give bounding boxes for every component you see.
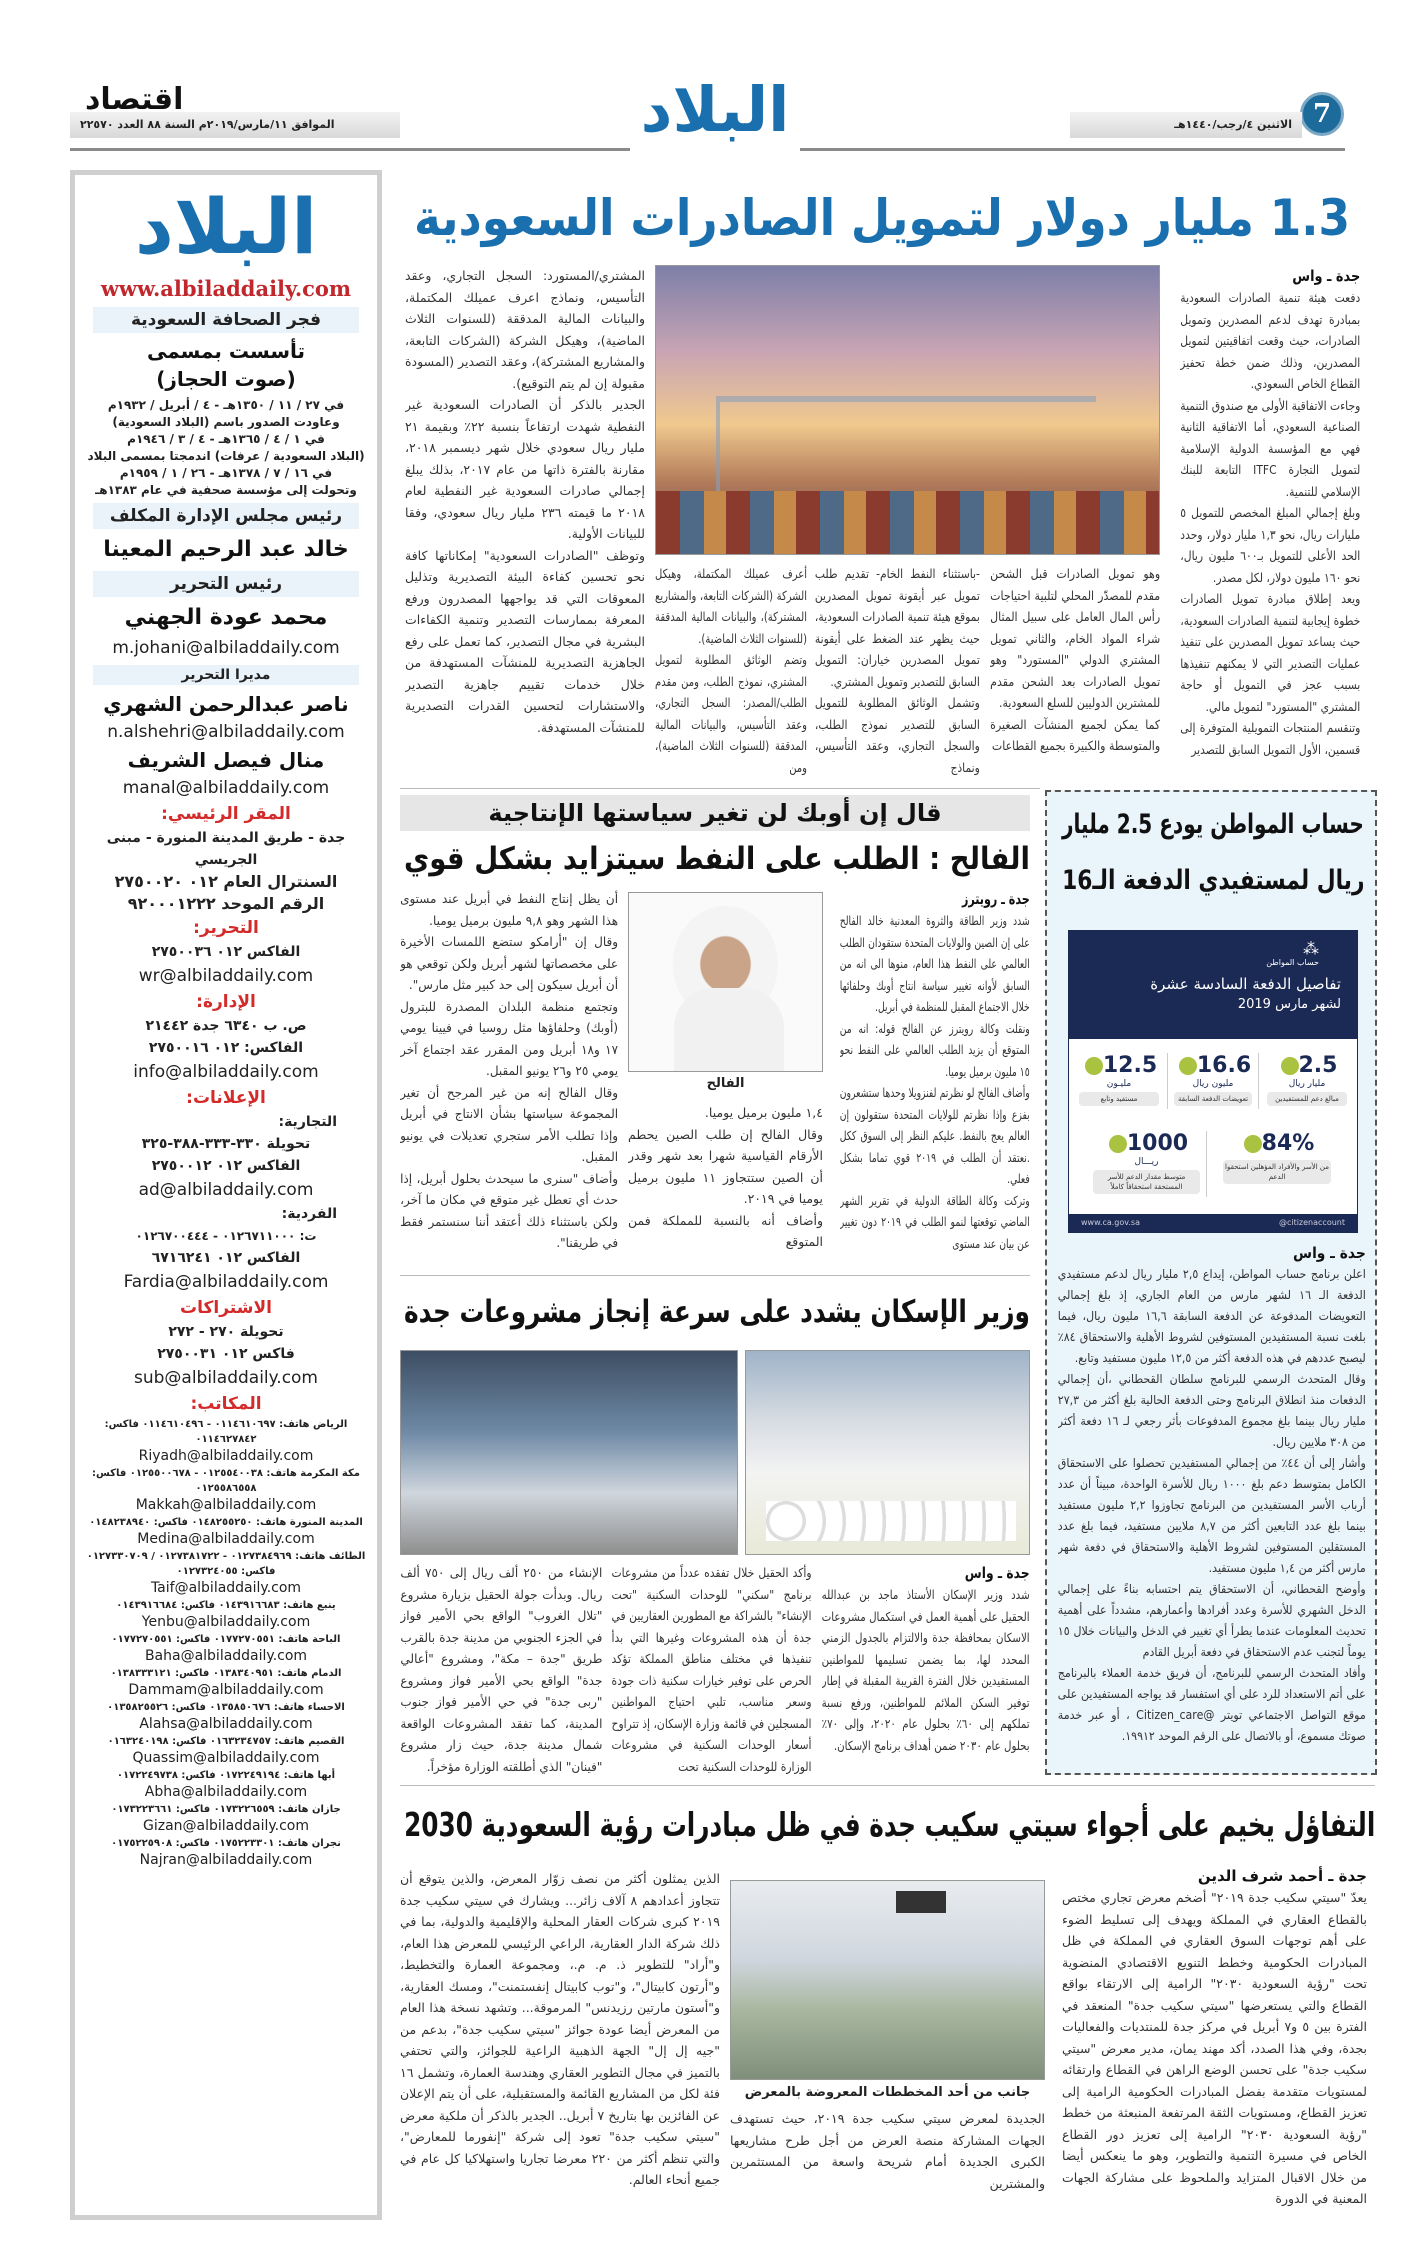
editorial-fax: الفاكس ٠١٢ ٢٧٥٠٠٣٦ [151, 944, 301, 960]
stat-text: مبالغ دعم للمستفيدين [1267, 1092, 1347, 1106]
editor-title: رئيس التحرير [93, 571, 359, 597]
ads-commercial-fax: الفاكس ٠١٢ ٢٧٥٠٠١٢ [151, 1158, 301, 1174]
office-line: القصيم هاتف: ٠١٦٣٢٣٤٧٥٧ فاكس: ٠١٦٣٢٤٠١٩٨ [107, 1736, 345, 1747]
stat-text: متوسط مقدار الدعم للأسر المستحقة استحقاقاً كاملاً [1093, 1170, 1200, 1194]
stat-text: مليون ريال [1192, 1079, 1234, 1089]
exports-col-3 [815, 563, 980, 785]
paragraph: يعدّ "سيتي سكيب جدة ٢٠١٩" أضخم معرض تجاري مختص بالقطاع العقاري في المملكة ويهدف إلى تسليط الضوء على أهم توجهات السوق العقاري في المملكة في ظل المبادرات الحكومية وخطط التنويع الاقتصادي المنضوية تحت "رؤية السعودية ٢٠٣٠" الرامية إلى الارتقاء بواقع القطاع والتي يستعرضها "سيتي سكيب جدة" المنعقد في الفترة بين ٥ و٧ أبريل في مركز جدة للمنتديات والفعاليات بجدة، وفي هذا الصدد، أكد مهند يمان، مدير معرض "سيتي سكيب جدة" على تحسن الوضع الراهن في القطاع وارتقائه لمستويات متقدمة بفضل المبادرات الحكومية الرامية إلى تعزيز القطاع، ومستويات الثقة المرتفعة المنبعثة من خطط "رؤية السعودية ٢٠٣٠" الرامية إلى تعزيز دور القطاع الخاص في مسيرة التنمية والتطوير، وهو ما ينعكس أيضا من خلال الاقبال المتزايد والملحوظ على مشاركة الجهات المعنية في الدورة [1062, 1890, 1367, 2206]
paragraph: المشتري/المستورد: السجل التجاري، وعقد التأسيس، ونماذج اعرف عميلك المكتملة، والبيانات المالية المدققة (للسنوات الثلاث الماضية)، وهيكل الشركة (الشركات التابعة، والمشاريع المشتركة)، وعقد التصدير (المسودة مقبولة إن لم يتم التوقيع). [405, 268, 645, 391]
paragraph: دفعت هيئة تنمية الصادرات السعودية بمبادرة تهدف لدعم المصدرين وتمويل الصادرات، حيث وقعت اتفاقيتين لتمويل المصدرين، وذلك ضمن خطة تحفيز القطاع الخاص السعودي. [1180, 290, 1360, 391]
office-line: أبها هاتف: ٠١٧٢٢٤٩١٩٤ فاكس: ٠١٧٢٢٤٩٧٣٨ [116, 1770, 336, 1781]
falih-photo [628, 892, 823, 1072]
port-cranes-photo [655, 265, 1160, 555]
subs-email[interactable]: sub@albiladdaily.com [133, 1368, 318, 1388]
date-gregorian: الموافق ١١/مارس/٢٠١٩م السنة ٨٨ العدد ٢٢٥٧٠ [70, 112, 400, 138]
citizen-headline-line2 [1058, 856, 1364, 906]
cityscape-exhibition-photo [730, 1880, 1045, 2080]
cityscape-byline: جدة ـ أحمد شرف الدين [1197, 1867, 1367, 1885]
masthead-sidebar [70, 170, 382, 2220]
oil-kicker [400, 795, 1030, 831]
office-email[interactable]: Riyadh@albiladdaily.com [138, 1448, 314, 1464]
office-line: الدمام هاتف: ٠١٣٨٣٤٠٩٥١ فاكس: ٠١٣٨٣٣٣١٢١ [110, 1668, 342, 1679]
housing-col-2 [612, 1562, 812, 1777]
manager2-email[interactable]: manal@albiladdaily.com [122, 778, 330, 798]
cityscape-col-2 [730, 2108, 1045, 2240]
office-line: ينبع هاتف: ٠١٤٣٩١٦٦٨٣ فاكس: ٠١٤٣٩١٦٦٨٤ [116, 1600, 336, 1611]
stat-text: من الأسر والأفراد المؤهلين استحقوا الدعم [1223, 1160, 1331, 1184]
housing-byline: جدة ـ واس [965, 1564, 1030, 1582]
housing-col-3 [400, 1562, 602, 1777]
subs-title: الاشتراكات [180, 1298, 272, 1318]
exports-col-1 [1180, 265, 1360, 785]
ads-commercial-email[interactable]: ad@albiladdaily.com [138, 1180, 314, 1200]
stat-text: ريـــال [1134, 1157, 1159, 1167]
paragraph: وتوظف "الصادرات السعودية" إمكاناتها كافة نحو تحسين كفاءة البيئة التصديرية وتذليل المعوقات التي قد يواجهها المصدرون ورفع المعرفة بممارسات التصدير وتنمية الكفاءات البشرية في مجال التصدير، كما تعمل على رفع الجاهزية التصديرية للمنشآت المستهدفة من خلال خدمات تقييم جاهزية التصدير والاستشارات لتحسين القدرات التصديرية للمنشآت المستهدفة. [405, 547, 645, 735]
paragraph: وأوضح القحطاني، أن الاستحقاق يتم احتسابه بناءً على إجمالي الدخل الشهري للأسرة وعدد أفرادها وأعمارهم، مشدداً على أهمية تحديث المعلومات عندما يطرأ أي تغيير في الدخل والبيانات خلال ١٥ يوماً لتجنب عدم الاستحقاق في دفعة أبريل القادم [1058, 1582, 1366, 1659]
exports-col-5 [405, 265, 645, 783]
cityscape-headline [400, 1792, 1375, 1858]
paragraph: ويعد إطلاق مبادرة تمويل الصادرات خطوة إيجابية لتنمية الصادرات السعودية، حيث يساعد تمويل المصدرين على تنفيذ عمليات التصدير التي لا يمكنهم تنفيذها بسبب عجز في التمويل أو حاجة المشتري "المستورد" لتمويل مالي. [1180, 591, 1360, 714]
paragraph: وأضاف "سنرى ما سيحدث بحلول أبريل، إذا حدث أي تعطل غير متوقع في مكان ما آخر، ولكن باستثناء ذلك أعتقد أننا سنستمر فقط في طريقنا". [400, 1170, 618, 1250]
infographic-handle: @citizenaccount [1278, 1218, 1345, 1227]
paragraph: وتنقسم المنتجات التمويلية المتوفرة إلى قسمين، الأول التمويل السابق للتصدير [1180, 720, 1360, 757]
family-icon [1244, 1135, 1262, 1153]
stat-text: 2.5 [1298, 1053, 1338, 1078]
stat-text: 12.5 [1102, 1053, 1158, 1078]
admin-email[interactable]: info@albiladdaily.com [133, 1062, 319, 1082]
paragraph: وقال الفالح إنه من غير المرجح أن تغير المجموعة سياستها بشأن الانتاج في أبريل وإذا تطلب الأمر ستجري تعديلات في يونيو المقبل. [400, 1084, 618, 1164]
paragraph: وقال إن "أرامكو ستضع اللمسات الأخيرة على مخصصاتها لشهر أبريل ولكن توقعي هو أن أبريل سيكون إلى حد كبير مثل مارس". [400, 934, 618, 992]
tagline: فجر الصحافة السعودية [93, 307, 359, 333]
oil-col-2 [628, 1102, 823, 1270]
stat-text: 84% [1261, 1131, 1315, 1156]
section-title: اقتصاد [85, 82, 184, 117]
paragraph: اعلن برنامج حساب المواطن، إيداع ٢,٥ مليار ريال لدعم مستفيدي الدفعة الـ ١٦ لشهر مارس من العام الجاري، إذ بلغ إجمالي التعويضات المدفوعة عن الدفعة السابقة ١٦,٦ مليون ريال، فيما بلغت نسبة المستفيدين المستوفين لشروط الأهلية والاستحقاق ٨٤٪ ليصبح عددهم في هذه الدفعة أكثر من ١٢,٥ مليون مستفيد وتابع. [1058, 1267, 1366, 1365]
office-line: جازان هاتف: ٠١٧٣٢٢٦٥٥٩ فاكس: ٠١٧٣٢٢٣٦٦١ [111, 1804, 341, 1815]
infographic-website: www.ca.gov.sa [1081, 1218, 1140, 1227]
office-line: الاحساء هاتف: ٠١٣٥٨٥٠٦٧٦ فاكس: ٠١٣٥٨٢٥٥٢٦ [107, 1702, 345, 1713]
wallet-icon [1109, 1135, 1127, 1153]
paragraph: وأكد الحقيل خلال تفقده عدداً من مشروعات برنامج "سكني" للوحدات السكنية "تحت الإنشاء" بالشراكة مع المطورين العقاريين في جدة أن هذه المشروعات وغيرها التي بدأ تنفيذها في مختلف مناطق المملكة تؤكد الحرص على توفير خيارات سكنية ذات جودة وسعر مناسب، تلبي احتياج المواطنين المسجلين في قائمة وزارة الإسكان، إذ تتراوح أسعار الوحدات السكنية في مشروعات الوزارة للوحدات السكنية تحت [612, 1565, 812, 1774]
stat-eligible-percent [1217, 1131, 1337, 1187]
paragraph: شدد وزير الطاقة والثروة المعدنية خالد الفالح على إن الصين والولايات المتحدة ستقودان الطلب العالمي على النفط هذا العام، منوها الى انه من السابق لأوانه تغيير سياسة انتاج أوبك وحلفائها خلال الاجتماع المقبل للمنظمة في أبريل. [840, 913, 1030, 1014]
stat-compensation [1167, 1053, 1259, 1109]
paragraph: كما يمكن لجميع المنشآت الصغيرة والمتوسطة والكبيرة بجميع القطاعات [990, 716, 1160, 753]
money-icon [1281, 1057, 1299, 1075]
ads-individual-phone: ت: ٠١٢٦٧١١٠٠٠ - ٠١٢٦٧٠٠٤٤٤ [135, 1229, 317, 1243]
citizen-headline-line2-text: ريال لمستفيدي الدفعة الـ16 [1061, 865, 1364, 896]
citizen-infographic [1068, 930, 1358, 1233]
admin-title: الإدارة: [196, 992, 256, 1012]
editor-name: محمد عودة الجهني [124, 605, 328, 630]
admin-fax: الفاكس: ٠١٢ ٢٧٥٠٠١٦ [148, 1040, 304, 1056]
history-line: وعاودت الصدور باسم (البلاد السعودية) [112, 415, 340, 429]
oil-col-1 [840, 888, 1030, 1270]
people-icon [1085, 1057, 1103, 1075]
header-rule [70, 148, 630, 151]
paragraph: أعرف عميلك المكتملة، وهيكل الشركة (الشركات التابعة، والمشاريع المشتركة)، والبيانات المالية المدققة (للسنوات الثلاث الماضية). [655, 566, 807, 646]
header-rule [800, 148, 1345, 151]
office-email[interactable]: Abha@albiladdaily.com [144, 1784, 308, 1800]
ads-individual-email[interactable]: Fardia@albiladdaily.com [123, 1272, 329, 1292]
office-email[interactable]: Dammam@albiladdaily.com [128, 1682, 324, 1698]
paragraph: ونقلت وكالة رويترز عن الفالح قوله: انه من المتوقع أن يزيد الطلب العالمي على النفط نحو ١٥ مليون برميل يوميا. [840, 1020, 1030, 1079]
stat-text: 1000 [1126, 1131, 1189, 1156]
housing-headline-text: وزير الإسكان يشدد على سرعة إنجاز مشروعات جدة [404, 1294, 1030, 1330]
office-line: المدينة المنورة هاتف: ٠١٤٨٢٥٥٢٥٠ فاكس: ٠١٤٨٢٣٨٩٤٠ [89, 1517, 363, 1528]
office-email[interactable]: Najran@albiladdaily.com [139, 1852, 313, 1868]
ads-title: الإعلانات: [186, 1088, 266, 1108]
oil-col-3 [400, 888, 618, 1270]
hq-central: السنترال العام ٠١٢ ٢٧٥٠٠٢٠ [114, 872, 338, 891]
office-email[interactable]: Quassim@albiladdaily.com [132, 1750, 320, 1766]
editorial-email[interactable]: wr@albiladdaily.com [138, 966, 314, 986]
exports-byline: جدة ـ واس [1291, 267, 1360, 285]
document-icon [1179, 1057, 1197, 1075]
paragraph: وهو تمويل الصادرات قبل الشحن مقدم للمصدّر المحلي لتلبية احتياجات رأس المال العامل على سبيل المثال شراء المواد الخام، والثاني تمويل المشتري الدولي "المستورد" وهو تمويل الصادرات بعد الشحن مقدم للمشترين الدوليين للسلع السعودية. [990, 566, 1160, 710]
citizen-byline: جدة ـ واس [1293, 1244, 1366, 1262]
office-email[interactable]: Baha@albiladdaily.com [144, 1648, 308, 1664]
history-line: في ١٦ / ٧ / ١٣٧٨هـ - ٢٦ / ١ / ١٩٥٩م [119, 466, 333, 480]
manager1-email[interactable]: n.alshehri@albiladdaily.com [107, 722, 345, 742]
editorial-title: التحرير: [193, 918, 259, 938]
ads-individual-fax: الفاكس ٠١٢ ٦٧١٦٢٤١ [151, 1250, 301, 1266]
paragraph: وجاءت الاتفاقية الأولى مع صندوق التنمية الصناعية السعودي، أما الاتفاقية الثانية فهي مع المؤسسة الدولية الإسلامية لتمويل التجارة ITFC التابعة للبنك الإسلامي للتنمية. [1180, 397, 1360, 499]
paragraph: -باستثناء النفط الخام- تقديم طلب تمويل عبر أيقونة تمويل المصدرين بموقع هيئة تنمية الصادرات السعودية، حيث يظهر عند الضغط على أيقونة تمويل المصدرين خياران: التمويل السابق للتصدير وتمويل المشتري. [815, 566, 980, 689]
subs-fax: فاكس ٠١٢ ٢٧٥٠٠٣١ [157, 1346, 295, 1362]
cityscape-col-3 [400, 1868, 720, 2240]
citizen-headline-line1-text: حساب المواطن يودع 2.5 مليار [1062, 809, 1364, 840]
offices-list [75, 1417, 377, 1870]
paragraph: وتشمل الوثائق المطلوبة للتمويل السابق للتصدير نموذج الطلب، والسجل التجاري، وعقد التأسيس، ونماذج [815, 695, 980, 775]
paragraph: الذين يمثلون أكثر من نصف زوّار المعرض، والذين يتوقع أن تتجاوز أعدادهم ٨ آلاف زائر... ويشارك في سيتي سكيب جدة ٢٠١٩ كبرى شركات العقار المحلية والإقليمية والدولية، بما في ذلك شركة الدار العقارية، الراعي الرئيسي للمعرض هذا العام، و"أراد" للتطوير ذ. م. م.، ومجموعة العمارة والتخطيط، و"أرتون كابيتال"، و"توب كابيتال إنفستمنت"، ومسك العقارية، و"أستون مارتين رزيدنس" المرموقة... وتشهد نسخة هذا العام من المعرض أيضا عودة جوائز "سيتي سكيب جدة"، بدعم من "جيه إل إل" الجهة الذهبية الراعية للجوائز، والتي تحتفي بالتميز في مجال التطوير العقاري وهندسة العمارة، وتشمل ١٦ فئة لكل من المشاريع القائمة والمستقبلية، على أن يتم الإعلان عن الفائزين بها بتاريخ ٧ أبريل.. الجدير بالذكر أن ملكية معرض "سيتي سكيب جدة" تعود إلى شركة "إنفورما للمعارض"، والتي تنظم أكثر من ٢٢٠ معرضا تجاريا واستهلاكيا كل عام في جميع أنحاء العالم. [400, 1871, 720, 2187]
history-line: في ٢٧ / ١١ / ١٣٥٠هـ - ٤ / أبريل / ١٩٣٢م [107, 398, 345, 412]
infographic-brand: حساب المواطن [1266, 958, 1319, 967]
stat-average-support [1087, 1131, 1207, 1197]
paragraph: وتركت وكالة الطاقة الدولية في تقرير الشهر الماضي توقعتها لنمو الطلب في ٢٠١٩ دون تغيير عن بيان عند مستوى [840, 1192, 1030, 1251]
office-line: الرياض هاتف: ٠١١٤٦١٠٦٩٧ - ٠١١٤٦١٠٤٩٦ فاكس: ٠١١٤٦٢٧٨٤٢ [104, 1419, 348, 1445]
office-line: نجران هاتف: ٠١٧٥٢٢٣٣٠١ فاكس: ٠١٧٥٢٢٥٩٠٨ [111, 1838, 341, 1849]
infographic-title: تفاصيل الدفعة السادسة عشرة [1150, 975, 1341, 993]
admin-pobox: ص. ب ٦٣٤٠ جدة ٢١٤٤٢ [145, 1018, 307, 1034]
cityscape-col-1 [1062, 1865, 1367, 2240]
office-email[interactable]: Alahsa@albiladdaily.com [139, 1716, 313, 1732]
masthead-logo: البلاد [640, 73, 790, 146]
brand-icon: ⁂ [1303, 939, 1319, 958]
office-email[interactable]: Makkah@albiladdaily.com [135, 1497, 317, 1513]
stat-beneficiaries [1073, 1053, 1165, 1109]
office-email[interactable]: Yenbu@albiladdaily.com [141, 1614, 311, 1630]
divider [400, 788, 1040, 789]
falih-photo-caption: الفالح [706, 1076, 745, 1091]
office-line: مكة المكرمة هاتف: ٠١٢٥٥٤٠٠٣٨ - ٠١٢٥٥٠٠٦٧٨ فاكس: ٠١٢٥٥٨٦٥٥٨ [92, 1468, 360, 1494]
infographic-subtitle: لشهر مارس 2019 [1237, 997, 1341, 1012]
paragraph: الجديدة لمعرض سيتي سكيب جدة ٢٠١٩، حيث تستهدف الجهات المشاركة منصة العرض من أجل طرح مشاريعها الكبرى الجديدة أمام شريحة واسعة من المستثمرين والمشترين [730, 2111, 1045, 2191]
editor-email[interactable]: m.johani@albiladdaily.com [112, 638, 340, 658]
office-line: الطائف هاتف: ٠١٢٧٣٨٤٩٦٩ - ٠١٢٧٣٨١٧٢٢ / ٠١٢٧٣٣٠٧٠٩ فاكس: ٠١٢٧٣٢٤٠٥٥ [86, 1551, 366, 1577]
paragraph: وأضاف أنه بالنسبة للمملكة فمن المتوقع [628, 1212, 823, 1249]
exports-headline [410, 180, 1350, 256]
exhibitor-sign [896, 1891, 946, 1913]
page-number: 7 [1300, 92, 1344, 136]
history-line: في ١ / ٤ / ١٣٦٥هـ - ٤ / ٣ / ١٩٤٦م [127, 432, 325, 446]
chairman-name: خالد عبد الرحيم المعينا [103, 537, 349, 562]
history-line: (البلاد السعودية / عرفات) اندمجتا بمسمى البلاد [87, 449, 365, 463]
exports-col-4 [655, 563, 807, 785]
manager1-name: ناصر عبدالرحمن الشهري [103, 692, 349, 716]
ads-commercial-title: التجارية: [278, 1114, 337, 1130]
website-link[interactable]: www.albiladdaily.com [100, 276, 352, 301]
ads-individual-title: الفردية: [281, 1206, 337, 1222]
oil-kicker-text: قال إن أوبك لن تغير سياستها الإنتاجية [488, 799, 942, 827]
ads-commercial-ext: تحويلة ٣٣٠-٣٣٣-٣٨٨-٣٢٥ [141, 1136, 311, 1152]
paragraph: وأشار إلى أن ٤٤٪ من إجمالي المستفيدين تحصلوا على الاستحقاق الكامل بمتوسط دعم بلغ ١٠٠٠ ريال للأسرة الواحدة، مبيناً أن عدد أرباب الأسر المستفيدين من البرنامج تجاوزوا ٢,٢ مليون مستفيد بينما بلغ عدد التابعين أكثر من ٨,٧ ملايين مستفيد، فيما بلغ عدد المستقلين المستوفين لشروط الأهلية والاستحقاق في دفعة شهر مارس أكثر من ١,٤ مليون مستفيد. [1058, 1456, 1366, 1575]
oil-headline-text: الفالح : الطلب على النفط سيتزايد بشكل قوي [404, 841, 1030, 877]
paragraph: شدد وزير الإسكان الأستاذ ماجد بن عبدالله الحقيل على أهمية العمل في استكمال مشروعات الاسكان بمحافظة جدة والالتزام بالجدول الزمني المحدد لها، بما يضمن تسليمها للمواطنين المستفيدين خلال الفترة القريبة المقبلة في إطار توفير السكن الملائم للمواطنين، ورفع نسبة تملكهم إلى ٦٠٪ بحلول عام ٢٠٢٠، وإلى ٧٠٪ بحلول عام ٢٠٣٠ ضمن أهداف برنامج الإسكان. [822, 1587, 1030, 1753]
housing-photo-site-visit [745, 1350, 1030, 1555]
citizen-article-text [1058, 1242, 1366, 1767]
stat-text: مليـون [1106, 1079, 1132, 1089]
paragraph: وبلغ إجمالي المبلغ المخصص للتمويل ٥ مليارات ريال، نحو ١,٣ مليار دولار، وحدد الحد الأعلى للتمويل بـ٦٠٠ مليون ريال، نحو ١٦٠ مليون دولار، لكل مصدر. [1180, 505, 1360, 585]
stat-support-amount [1261, 1053, 1353, 1109]
oil-headline [400, 834, 1030, 884]
subs-ext: تحويلة ٢٧٠ - ٢٧٢ [168, 1324, 284, 1340]
paragraph: ١,٤ مليون برميل يوميا. [704, 1105, 823, 1120]
paragraph: وأفاد المتحدث الرسمي للبرنامج، أن فريق خدمة العملاء بالبرنامج على أتم الاستعداد للرد على أي استفسار قد يواجه المستفيدين على موقع التواصل الاجتماعي تويتر @Citizen_care ، أو عبر خدمة صوتك مسموع، أو بالاتصال على الرقم الموحد ١٩٩١٢. [1058, 1666, 1366, 1743]
office-email[interactable]: Medina@albiladdaily.com [137, 1531, 315, 1547]
hq-unified: الرقم الموحد ٩٢٠٠٠١٢٢٢ [127, 894, 325, 913]
manager2-name: منال فيصل الشريف [127, 748, 325, 772]
stat-text: مستفيد وتابع [1079, 1092, 1159, 1106]
paragraph: الإنشاء من ٢٥٠ ألف ريال إلى ٧٥٠ ألف ريال. وبدأت جولة الحقيل بزيارة مشروع "تلال الغروب" الواقع بحي الأمير فواز في الجزء الجنوبي من مدينة جدة بالقرب طريق "جدة – مكة"، ومشروع "أعالي جدة" الواقع بحي الأمير فواز ومشروع "ربى جدة" في حي الأمير فواز جنوب المدينة، كما تفقد المشروعات الواقعة شمال مدينة جدة، حيث زار مشروع "فينان" الذي أطلقته الوزارة مؤخراً. [400, 1565, 602, 1774]
citizen-headline-line1 [1058, 800, 1364, 850]
founded-title: تأسست بمسمى [146, 339, 306, 363]
founded-name: (صوت الحجاز) [156, 367, 296, 391]
stat-text: مليار ريال [1288, 1079, 1326, 1089]
stat-text: 16.6 [1196, 1053, 1252, 1078]
oil-byline: جدة ـ رويترز [962, 890, 1030, 908]
divider [400, 1275, 1030, 1276]
offices-title: المكاتب: [190, 1394, 262, 1414]
hq-address: جدة - طريق المدينة المنورة - مبنى الجريسي [106, 830, 346, 868]
stat-text: تعويضات الدفعة السابقة [1174, 1092, 1252, 1106]
office-line: الباحة هاتف: ٠١٧٧٢٧٠٥٥١ فاكس: ٠١٧٧٢٧٠٥٥١ [111, 1634, 341, 1645]
paragraph: وقال المتحدث الرسمي للبرنامج سلطان القحطاني ،أن إجمالي الدفعات منذ انطلاق البرنامج وحتى الدفعة الحالية بلغ أكثر من ٢٧,٣ مليار ريال بينما بلغ مجموع المدفوعات بأثر رجعي لـ ١٦ دفعة أكثر من ٣٠٨ ملايين ريال. [1058, 1372, 1366, 1449]
housing-headline [400, 1282, 1030, 1342]
sidebar-logo: البلاد [134, 182, 318, 271]
exports-col-2 [990, 563, 1160, 785]
history-line: وتحولت إلى مؤسسة صحفية في عام ١٣٨٣هـ [95, 483, 357, 497]
paragraph: وتجتمع منظمة البلدان المصدرة للبترول (أوبك) وحلفاؤها مثل روسيا في فيينا يومي ١٧ و١٨ أبريل ومن المقرر عقد اجتماع آخر يومي ٢٥ و٢٦ يونيو المقبل. [400, 998, 618, 1078]
cityscape-headline-text: التفاؤل يخيم على أجواء سيتي سكيب جدة في ظل مبادرات رؤية السعودية 2030 [403, 1805, 1375, 1844]
office-email[interactable]: Taif@albiladdaily.com [150, 1580, 302, 1596]
paragraph: وقال الفالح إن طلب الصين يحطم الأرقام القياسية شهرا بعد شهر وقدر أن الصين ستتجاوز ١١ مليون برميل يوميا في ٢٠١٩. [628, 1126, 823, 1206]
date-hijri: الاثنين ٤/رجب/١٤٤٠هـ [1070, 112, 1302, 138]
managers-title: مديرا التحرير [93, 665, 359, 685]
chairman-title: رئيس مجلس الإدارة المكلف [93, 503, 359, 529]
housing-photo-model [400, 1350, 738, 1555]
paragraph: الجدير بالذكر أن الصادرات السعودية غير النفطية شهدت ارتفاعاً بنسبة ٢٢٪ وبقيمة ٢١ مليار ريال سعودي خلال شهر ديسمبر ٢٠١٨، مقارنة بالفترة ذاتها من عام ٢٠١٧، بذلك يبلغ إجمالي صادرات السعودية غير النفطية لعام ٢٠١٨ ما قيمته ٢٣٦ مليار ريال سعودي، وفقا للبيانات الأولية. [405, 397, 645, 541]
paragraph: أن يظل إنتاج النفط في أبريل عند مستوى هذا الشهر وهو ٩,٨ مليون برميل يوميا. [400, 891, 618, 928]
cityscape-photo-caption: جانب من أحد المخططات المعروضة بالمعرض [744, 2085, 1031, 2100]
housing-col-1 [822, 1562, 1030, 1777]
paragraph: وتضم الوثائق المطلوبة لتمويل المشتري، نموذج الطلب، ومن مقدم الطلب/المصدر: السجل التجاري، وعقد التأسيس، والبيانات المالية المدققة (للسنوات الثلاث الماضية)، ومن [655, 652, 807, 775]
hq-title: المقر الرئيسي: [161, 804, 291, 824]
exports-headline-text: 1.3 مليار دولار لتمويل الصادرات السعودية [413, 189, 1350, 247]
divider [400, 1785, 1375, 1786]
office-email[interactable]: Gizan@albiladdaily.com [142, 1818, 310, 1834]
paragraph: وأضاف الفالح لو نظرتم لفنزويلا وحدها ستشعرون بفزع وإذا نظرتم للولايات المتحدة ستقولون إن العالم يعج بالنفط. عليكم النظر إلى السوق ككل .نعتقد أن الطلب في ٢٠١٩ قوي تماما بشكل فعلي. [840, 1085, 1030, 1186]
